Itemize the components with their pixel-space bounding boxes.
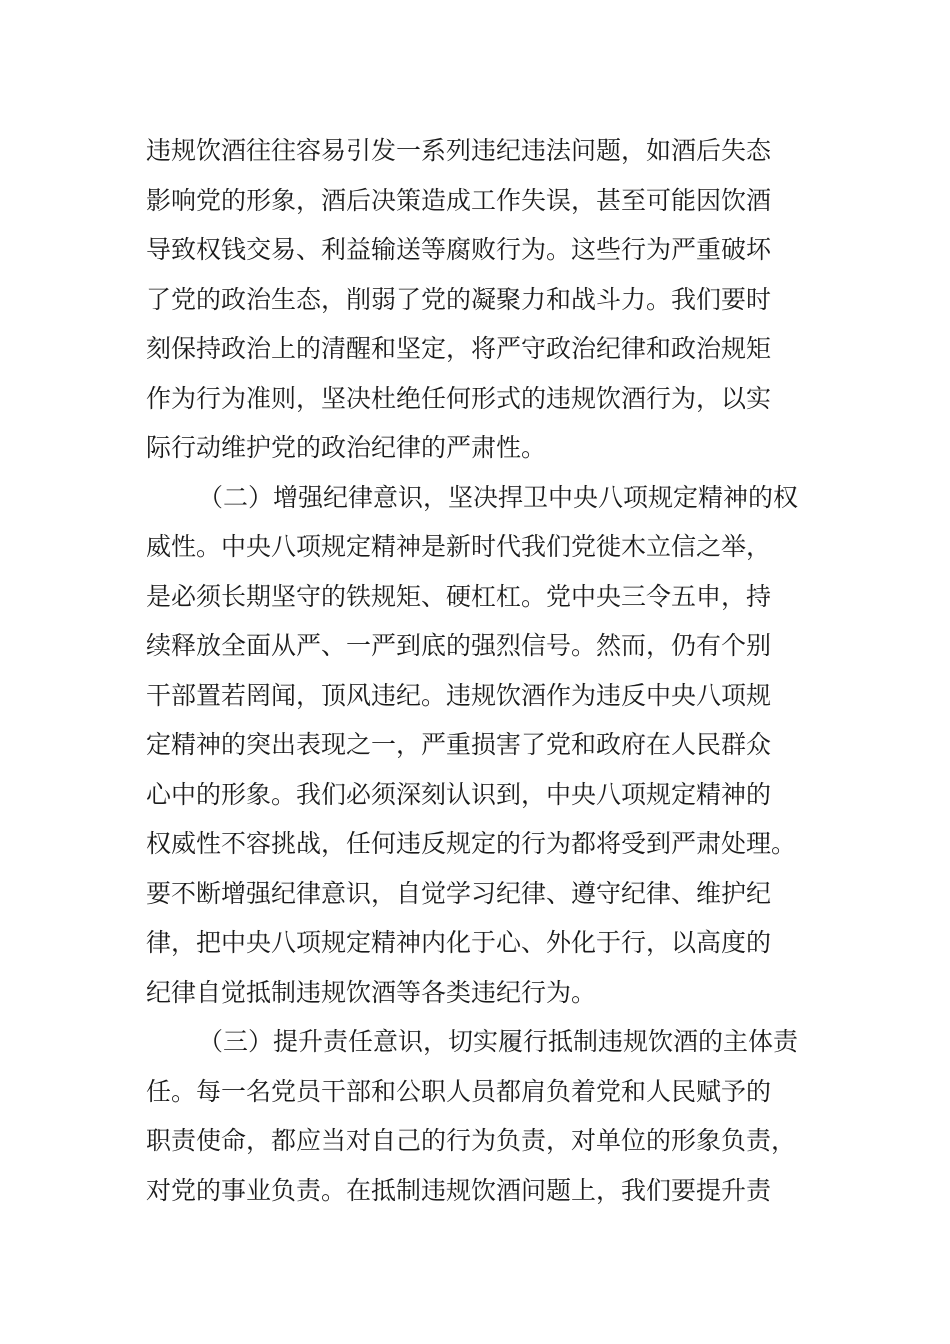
text-line: 权威性不容挑战，任何违反规定的行为都将受到严肃处理。 (146, 829, 797, 858)
text-line: 续释放全面从严、一严到底的强烈信号。然而，仍有个别 (146, 631, 772, 660)
text-line: 了党的政治生态，削弱了党的凝聚力和战斗力。我们要时 (146, 284, 772, 314)
text-line: 是必须长期坚守的铁规矩、硬杠杠。党中央三令五申，持 (146, 581, 772, 611)
paragraph-1 (146, 126, 806, 473)
text-line-first: （二）增强纪律意识，坚决捍卫中央八项规定精神的权 (198, 482, 799, 512)
text-line: 作为行为准则，坚决杜绝任何形式的违规饮酒行为，以实 (146, 383, 772, 413)
text-line: 要不断增强纪律意识，自觉学习纪律、遵守纪律、维护纪 (146, 878, 772, 908)
text-line: 影响党的形象，酒后决策造成工作失误，甚至可能因饮酒 (146, 185, 772, 215)
text-line: 律，把中央八项规定精神内化于心、外化于行，以高度的 (146, 928, 772, 957)
text-line: 导致权钱交易、利益输送等腐败行为。这些行为严重破坏 (146, 235, 772, 264)
text-line: 心中的形象。我们必须深刻认识到，中央八项规定精神的 (146, 779, 772, 809)
text-line: 定精神的突出表现之一，严重损害了党和政府在人民群众 (146, 730, 772, 759)
text-line: 任。每一名党员干部和公职人员都肩负着党和人民赋予的 (146, 1076, 772, 1106)
paragraph-3 (146, 1017, 806, 1215)
text-line: 刻保持政治上的清醒和坚定，将严守政治纪律和政治规矩 (146, 334, 772, 363)
paragraph-2 (146, 473, 806, 1018)
text-line: 干部置若罔闻，顶风违纪。违规饮酒作为违反中央八项规 (146, 680, 772, 710)
text-line: 对党的事业负责。在抵制违规饮酒问题上，我们要提升责 (146, 1175, 772, 1205)
text-line: 际行动维护党的政治纪律的严肃性。 (146, 433, 547, 462)
text-line-first: （三）提升责任意识，切实履行抵制违规饮酒的主体责 (198, 1027, 799, 1056)
document-body (146, 126, 806, 1215)
text-line: 职责使命，都应当对自己的行为负责，对单位的形象负责， (146, 1126, 797, 1155)
text-line: 威性。中央八项规定精神是新时代我们党徙木立信之举， (146, 532, 772, 561)
text-line: 纪律自觉抵制违规饮酒等各类违纪行为。 (146, 977, 597, 1007)
text-line: 违规饮酒往往容易引发一系列违纪违法问题，如酒后失态 (146, 136, 772, 165)
